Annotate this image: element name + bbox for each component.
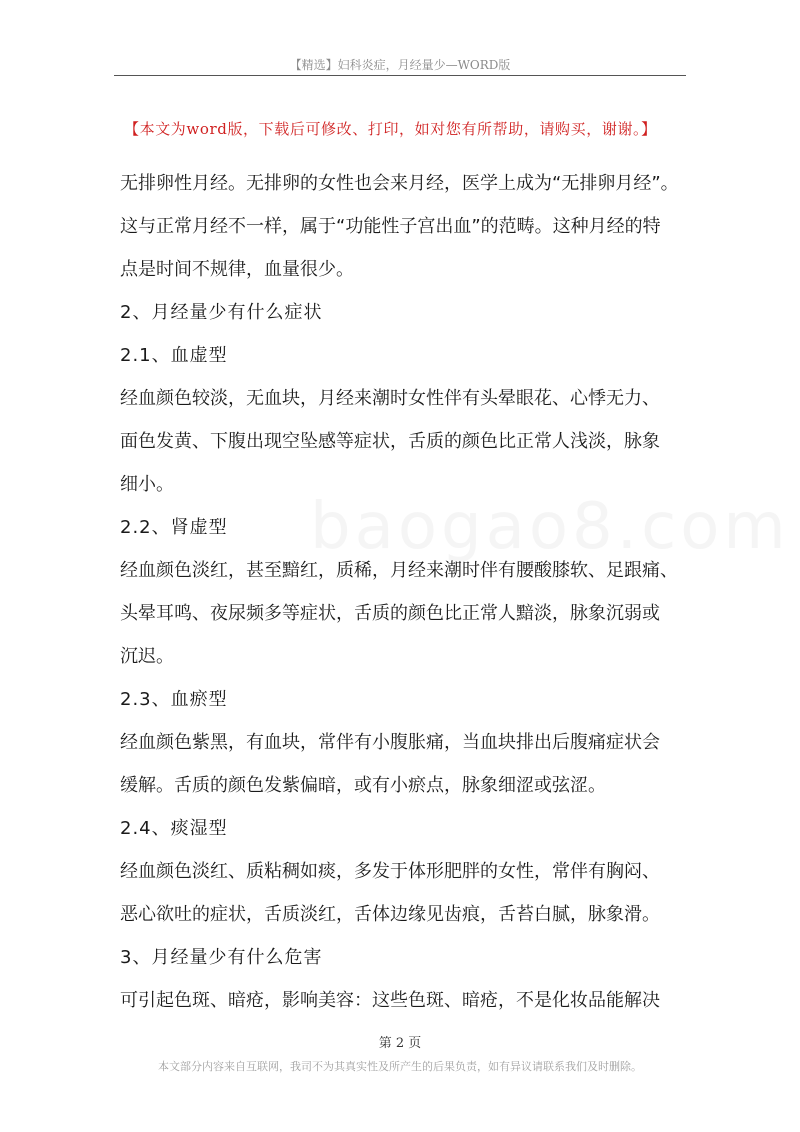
footer-disclaimer: 本文部分内容来自互联网，我司不为其真实性及所产生的后果负责，如有异议请联系我们及时删除。 xyxy=(158,1060,642,1073)
body-line: 这与正常月经不一样，属于“功能性子宫出血”的范畴。这种月经的特 xyxy=(120,216,661,237)
body-line: 经血颜色淡红，甚至黯红，质稀，月经来潮时伴有腰酸膝软、足跟痛、 xyxy=(120,560,678,581)
body-line: 沉迟。 xyxy=(120,646,174,667)
header-rule xyxy=(114,75,686,76)
subsection-heading: 2.3、血瘀型 xyxy=(120,689,228,710)
body-line: 面色发黄、下腹出现空坠感等症状，舌质的颜色比正常人浅淡，脉象 xyxy=(120,431,660,452)
section-heading: 2、月经量少有什么症状 xyxy=(120,302,323,323)
notice-text: 【本文为word版，下载后可修改、打印，如对您有所帮助，请购买，谢谢。】 xyxy=(124,120,657,138)
body-line: 点是时间不规律，血量很少。 xyxy=(120,259,354,280)
subsection-heading: 2.1、血虚型 xyxy=(120,345,228,366)
subsection-heading: 2.4、痰湿型 xyxy=(120,818,228,839)
body-line: 经血颜色较淡，无血块，月经来潮时女性伴有头晕眼花、心悸无力、 xyxy=(120,388,660,409)
body-line: 缓解。舌质的颜色发紫偏暗，或有小瘀点，脉象细涩或弦涩。 xyxy=(120,775,606,796)
watermark: baogao8.com xyxy=(310,490,790,564)
body-line: 细小。 xyxy=(120,474,174,495)
section-heading: 3、月经量少有什么危害 xyxy=(120,947,323,968)
document-body xyxy=(120,162,686,1022)
body-line: 头晕耳鸣、夜尿频多等症状，舌质的颜色比正常人黯淡，脉象沉弱或 xyxy=(120,603,660,624)
page-header: 【精选】妇科炎症，月经量少—WORD版 xyxy=(289,58,511,72)
body-line: 经血颜色紫黑，有血块，常伴有小腹胀痛，当血块排出后腹痛症状会 xyxy=(120,732,660,753)
body-line: 恶心欲吐的症状，舌质淡红，舌体边缘见齿痕，舌苔白腻，脉象滑。 xyxy=(120,904,660,925)
body-line: 无排卵性月经。无排卵的女性也会来月经，医学上成为“无排卵月经”。 xyxy=(120,173,679,194)
page-number: 第 2 页 xyxy=(378,1036,422,1051)
subsection-heading: 2.2、肾虚型 xyxy=(120,517,228,538)
body-line: 经血颜色淡红、质粘稠如痰，多发于体形肥胖的女性，常伴有胸闷、 xyxy=(120,861,660,882)
body-line: 可引起色斑、暗疮，影响美容：这些色斑、暗疮，不是化妆品能解决 xyxy=(120,990,660,1011)
